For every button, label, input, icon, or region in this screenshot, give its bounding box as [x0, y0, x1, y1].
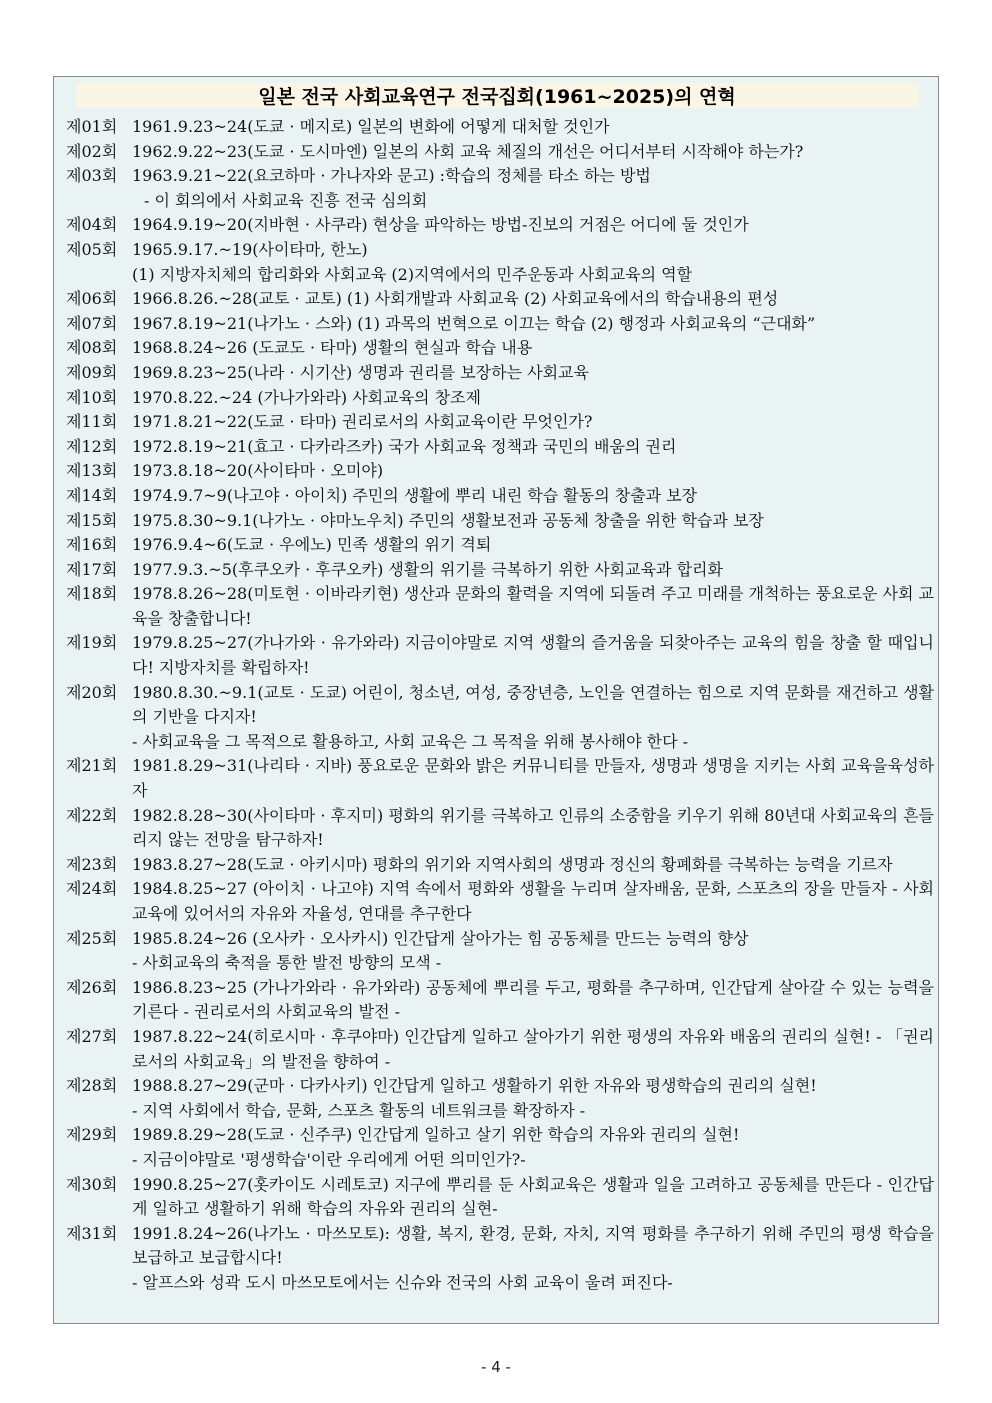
session-number: 제09회 [66, 362, 118, 382]
session-description: 1981.8.29~31(나리타 · 지바) 풍요로운 문화와 밝은 커뮤니티를 만들자, 생명과 생명을 지키는 사회 교육을육성하자 [132, 756, 934, 801]
session-description: 1971.8.21~22(도쿄 · 타마) 권리로서의 사회교육이란 무엇인가? [132, 412, 593, 432]
session-description: 1985.8.24~26 (오사카 · 오사카시) 인간답게 살아가는 힘 공동체를 만드는 능력의 향상 [132, 928, 749, 948]
list-item [66, 410, 934, 435]
session-description: 1988.8.27~29(군마 · 다카사키) 인간답게 일하고 생활하기 위한 자유와 평생학습의 권리의 실현! [132, 1076, 817, 1096]
session-number: 제15회 [66, 510, 118, 530]
session-number: 제24회 [66, 879, 118, 899]
list-item [66, 435, 934, 460]
session-number: 제20회 [66, 682, 118, 702]
session-number: 제23회 [66, 854, 118, 874]
list-item [66, 509, 934, 534]
list-item [66, 631, 934, 680]
session-number: 제19회 [66, 633, 118, 653]
list-item [66, 681, 934, 755]
session-number: 제05회 [66, 239, 118, 259]
session-subtitle: - 사회교육의 축적을 통한 발전 방향의 모색 - [132, 953, 442, 973]
session-description: 1970.8.22.~24 (가나가와라) 사회교육의 창조제 [132, 387, 481, 407]
list-item [66, 164, 934, 213]
session-description: 1987.8.22~24(히로시마 · 후쿠야마) 인간답게 일하고 살아가기 위한 평생의 자유와 배움의 권리의 실현! - 「권리로서의 사회교육」의 발전을 향하여 - [132, 1026, 934, 1071]
session-number: 제16회 [66, 535, 118, 555]
session-number: 제27회 [66, 1026, 118, 1046]
session-description: 1979.8.25~27(가나가와 · 유가와라) 지금이야말로 지역 생활의 즐거움을 되찾아주는 교육의 힘을 창출 할 때입니다! 지방자치를 확립하자! [132, 633, 934, 678]
list-item [66, 312, 934, 337]
session-number: 제31회 [66, 1223, 118, 1243]
session-description: 1968.8.24~26 (도쿄도 · 타마) 생활의 현실과 학습 내용 [132, 338, 533, 358]
session-subtitle: - 이 회의에서 사회교육 진흥 전국 심의회 [144, 190, 428, 210]
session-number: 제03회 [66, 166, 118, 186]
list-item [66, 1074, 934, 1123]
session-subtitle: - 사회교육을 그 목적으로 활용하고, 사회 교육은 그 목적을 위해 봉사해야 한다 - [132, 731, 689, 751]
session-number: 제10회 [66, 387, 118, 407]
session-description: 1990.8.25~27(홋카이도 시레토코) 지구에 뿌리를 둔 사회교육은 생활과 일을 고려하고 공동체를 만든다 - 인간답게 일하고 생활하기 위해 학습의 자유와 권리의 실현- [132, 1174, 934, 1219]
session-description: 1965.9.17.~19(사이타마, 한노) [132, 239, 368, 259]
session-description: 1961.9.23~24(도쿄 · 메지로) 일본의 변화에 어떻게 대처할 것인가 [132, 117, 610, 136]
list-item [66, 484, 934, 509]
list-item [66, 140, 934, 165]
list-item [66, 976, 934, 1025]
session-subtitle: - 지금이야말로 '평생학습'이란 우리에게 어떤 의미인가?- [132, 1149, 526, 1169]
list-item [66, 1173, 934, 1222]
list-item [66, 238, 934, 287]
list-item [66, 754, 934, 803]
list-item [66, 853, 934, 878]
list-item [66, 927, 934, 976]
session-number: 제30회 [66, 1174, 118, 1194]
session-number: 제17회 [66, 559, 118, 579]
session-number: 제01회 [66, 117, 118, 136]
list-item [66, 1222, 934, 1296]
session-description: 1989.8.29~28(도쿄 · 신주쿠) 인간답게 일하고 살기 위한 학습의 자유와 권리의 실현! [132, 1125, 740, 1145]
session-description: 1972.8.19~21(효고 · 다카라즈카) 국가 사회교육 정책과 국민의 배움의 권리 [132, 436, 677, 456]
list-item [66, 213, 934, 238]
list-item [66, 558, 934, 583]
session-number: 제13회 [66, 461, 118, 481]
entry-list [66, 115, 934, 1296]
session-description: 1966.8.26.~28(교토 · 교토) (1) 사회개발과 사회교육 (2) 사회교육에서의 학습내용의 편성 [132, 289, 779, 309]
list-item [66, 336, 934, 361]
session-number: 제26회 [66, 977, 118, 997]
session-description: 1982.8.28~30(사이타마 · 후지미) 평화의 위기를 극복하고 인류의 소중함을 키우기 위해 80년대 사회교육의 흔들리지 않는 전망을 탐구하자! [132, 805, 934, 850]
session-description: 1964.9.19~20(지바현 · 사쿠라) 현상을 파악하는 방법-진보의 거점은 어디에 둘 것인가 [132, 215, 749, 235]
session-description: 1967.8.19~21(나가노 · 스와) (1) 과목의 번혁으로 이끄는 학습 (2) 행정과 사회교육의 “근대화” [132, 313, 816, 333]
list-item [66, 386, 934, 411]
session-number: 제02회 [66, 141, 118, 161]
list-item [66, 459, 934, 484]
session-description: 1975.8.30~9.1(나가노 · 야마노우치) 주민의 생활보전과 공동체 창출을 위한 학습과 보장 [132, 510, 764, 530]
session-description: 1991.8.24~26(나가노 · 마쓰모토): 생활, 복지, 환경, 문화, 자치, 지역 평화를 추구하기 위해 주민의 평생 학습을 보급하고 보급합시다! [132, 1223, 934, 1268]
session-number: 제12회 [66, 436, 118, 456]
session-number: 제08회 [66, 338, 118, 358]
page-number: - 4 - [481, 1358, 511, 1376]
list-item [66, 1025, 934, 1074]
session-description: 1986.8.23~25 (가나가와라 · 유가와라) 공동체에 뿌리를 두고, 평화를 추구하며, 인간답게 살아갈 수 있는 능력을 기른다 - 권리로서의 사회교육의 발전 - [132, 977, 934, 1022]
session-description: 1978.8.26~28(미토현 · 이바라키현) 생산과 문화의 활력을 지역에 되돌려 주고 미래를 개척하는 풍요로운 사회 교육을 창출합니다! [132, 584, 934, 628]
session-description: 1976.9.4~6(도쿄 · 우에노) 민족 생활의 위기 격퇴 [132, 535, 492, 555]
session-number: 제11회 [66, 412, 118, 432]
session-number: 제14회 [66, 485, 118, 505]
list-item [66, 533, 934, 558]
list-item [66, 877, 934, 926]
session-description: 1962.9.22~23(도쿄 · 도시마엔) 일본의 사회 교육 체질의 개선은 어디서부터 시작해야 하는가? [132, 141, 804, 161]
session-subtitle: - 알프스와 성곽 도시 마쓰모토에서는 신슈와 전국의 사회 교육이 울려 퍼진다- [132, 1272, 673, 1292]
session-number: 제21회 [66, 756, 118, 776]
session-number: 제06회 [66, 289, 118, 309]
session-number: 제29회 [66, 1125, 118, 1145]
session-number: 제18회 [66, 584, 118, 604]
session-subtitle: (1) 지방자치체의 합리화와 사회교육 (2)지역에서의 민주운동과 사회교육의 역할 [132, 264, 693, 284]
session-number: 제04회 [66, 215, 118, 235]
session-description: 1963.9.21~22(요코하마 · 가나자와 문고) :학습의 정체를 타소 하는 방법 [132, 166, 651, 186]
session-description: 1984.8.25~27 (아이치 · 나고야) 지역 속에서 평화와 생활을 누리며 살자배움, 문화, 스포츠의 장을 만들자 - 사회 교육에 있어서의 자유와 자율성, 연대를 추구한다 [132, 879, 934, 923]
session-number: 제07회 [66, 313, 118, 333]
list-item [66, 582, 934, 631]
session-description: 1977.9.3.~5(후쿠오카 · 후쿠오카) 생활의 위기를 극복하기 위한 사회교육과 합리화 [132, 559, 723, 579]
list-item [66, 115, 934, 140]
list-item [66, 804, 934, 853]
list-item [66, 1123, 934, 1172]
history-box [53, 76, 939, 1324]
list-item [66, 361, 934, 386]
session-description: 1974.9.7~9(나고야 · 아이치) 주민의 생활에 뿌리 내린 학습 활동의 창출과 보장 [132, 485, 698, 505]
session-number: 제25회 [66, 928, 118, 948]
session-subtitle: - 지역 사회에서 학습, 문화, 스포츠 활동의 네트워크를 확장하자 - [132, 1100, 586, 1120]
session-description: 1973.8.18~20(사이타마 · 오미야) [132, 461, 384, 481]
session-description: 1969.8.23~25(나라 · 시기산) 생명과 권리를 보장하는 사회교육 [132, 362, 589, 382]
session-number: 제28회 [66, 1076, 118, 1096]
session-description: 1980.8.30.~9.1(교토 · 도쿄) 어린이, 청소년, 여성, 중장년층, 노인을 연결하는 힘으로 지역 문화를 재건하고 생활의 기반을 다지자! [132, 682, 934, 727]
page-title: 일본 전국 사회교육연구 전국집회(1961~2025)의 연혁 [258, 86, 736, 108]
session-description: 1983.8.27~28(도쿄 · 아키시마) 평화의 위기와 지역사회의 생명과 정신의 황폐화를 극복하는 능력을 기르자 [132, 854, 893, 874]
list-item [66, 287, 934, 312]
session-number: 제22회 [66, 805, 118, 825]
